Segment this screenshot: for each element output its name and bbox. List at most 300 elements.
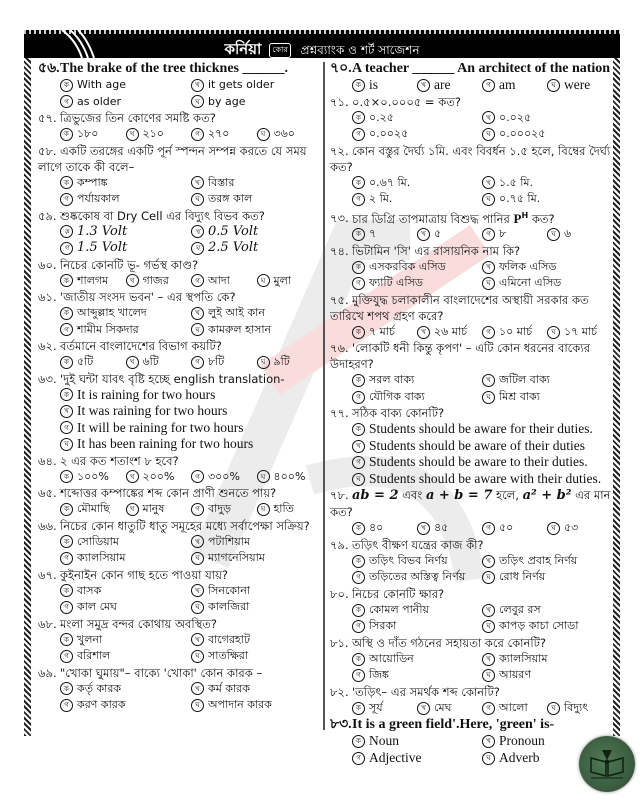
option-text: ৪০ bbox=[369, 521, 384, 535]
option-item bbox=[60, 583, 191, 600]
question-number: ৭৭. bbox=[330, 406, 349, 421]
option-marker-icon: খ bbox=[482, 555, 495, 568]
option-item bbox=[60, 681, 191, 698]
question-text bbox=[38, 257, 322, 273]
option-item bbox=[60, 387, 322, 404]
ph-superscript: H bbox=[521, 210, 529, 220]
header-title bbox=[24, 38, 620, 58]
option-marker-icon: গ bbox=[352, 571, 365, 584]
option-marker-icon: ঘ bbox=[482, 277, 495, 290]
option-text: ক্যালসিয়াম bbox=[77, 551, 126, 564]
option-item bbox=[126, 501, 192, 518]
option-marker-icon: ক bbox=[352, 423, 365, 436]
options-list bbox=[330, 700, 612, 717]
option-marker-icon: গ bbox=[352, 193, 365, 206]
question-text bbox=[330, 487, 612, 520]
question-block bbox=[38, 257, 322, 290]
question-stem: The brake of the tree thicknes ______. bbox=[60, 61, 288, 76]
option-marker-icon: খ bbox=[126, 356, 139, 369]
option-marker-icon: খ bbox=[191, 584, 204, 597]
option-item bbox=[257, 354, 323, 371]
option-item bbox=[352, 700, 417, 717]
question-block bbox=[330, 537, 612, 586]
option-item bbox=[191, 697, 322, 714]
option-item bbox=[60, 77, 191, 94]
option-marker-icon: ক bbox=[352, 604, 365, 617]
option-item bbox=[482, 618, 612, 635]
option-text: Pronoun bbox=[499, 733, 545, 749]
option-text: মুলা bbox=[273, 273, 291, 287]
option-item bbox=[352, 520, 417, 537]
question-stem: 'দুই ঘন্টা যাবৎ বৃষ্টি হচ্ছে english translation- bbox=[60, 371, 285, 386]
option-marker-icon: গ bbox=[191, 503, 204, 516]
option-marker-icon: ঘ bbox=[482, 620, 495, 633]
question-block bbox=[330, 143, 612, 208]
option-text: সিরকা bbox=[369, 619, 397, 633]
option-text: ১৮০ bbox=[77, 127, 99, 140]
option-text: ৪০০% bbox=[273, 469, 306, 483]
option-marker-icon: গ bbox=[60, 552, 73, 565]
option-marker-icon: খ bbox=[417, 79, 430, 92]
option-marker-icon: ঘ bbox=[547, 522, 560, 535]
option-marker-icon: ক bbox=[60, 128, 73, 141]
option-item bbox=[352, 110, 482, 127]
option-text: is bbox=[369, 77, 379, 92]
question-stem: নিচের কোন ধাতুটি ধাতু সমূহের মধ্যে সর্বাপেক্ষা সক্রিয়? bbox=[60, 518, 310, 533]
option-marker-icon: ঘ bbox=[257, 274, 270, 287]
question-number: ৫৮. bbox=[38, 143, 57, 158]
option-text: কামরুল হাসান bbox=[208, 322, 272, 336]
option-text: করণ কারক bbox=[77, 698, 126, 711]
question-text bbox=[330, 537, 612, 553]
option-text: ফলিক এসিড bbox=[499, 259, 557, 273]
question-text bbox=[38, 453, 322, 469]
question-block bbox=[38, 143, 322, 208]
option-item bbox=[60, 354, 126, 371]
option-item bbox=[482, 651, 612, 668]
option-text: Noun bbox=[369, 733, 399, 749]
option-text: এসকরবিক এসিড bbox=[369, 259, 446, 273]
question-number: ৭২. bbox=[330, 143, 349, 158]
option-text: It has been raining for two hours bbox=[77, 436, 254, 451]
question-text bbox=[38, 371, 322, 387]
option-text: ২১০ bbox=[142, 127, 164, 140]
question-block bbox=[38, 289, 322, 338]
options-list bbox=[38, 305, 322, 338]
option-text: গাজর bbox=[142, 273, 169, 287]
option-marker-icon: ক bbox=[352, 176, 365, 189]
option-marker-icon: ঘ bbox=[482, 391, 495, 404]
question-text bbox=[330, 243, 612, 259]
options-list bbox=[330, 651, 612, 684]
option-marker-icon: ঘ bbox=[482, 669, 495, 682]
option-item bbox=[191, 126, 257, 143]
option-text: আয়রণ bbox=[499, 668, 532, 682]
option-marker-icon: খ bbox=[191, 633, 204, 646]
question-text bbox=[330, 60, 612, 77]
option-item bbox=[417, 77, 482, 94]
option-marker-icon: ঘ bbox=[191, 699, 204, 712]
option-item bbox=[191, 469, 257, 486]
option-text: যৌগিক বাক্য bbox=[369, 389, 425, 403]
question-text bbox=[330, 405, 612, 421]
option-marker-icon: গ bbox=[352, 456, 365, 469]
option-text: বাগেরহাট bbox=[208, 632, 250, 646]
question-block bbox=[38, 338, 322, 371]
option-text: আদা bbox=[208, 273, 230, 287]
option-marker-icon: ক bbox=[60, 470, 73, 483]
question-block bbox=[330, 243, 612, 292]
math-expression: ab = 2 bbox=[352, 488, 399, 504]
option-item bbox=[60, 534, 191, 551]
option-item bbox=[482, 324, 547, 341]
option-text: খুলনা bbox=[77, 632, 103, 646]
question-block bbox=[330, 716, 612, 766]
option-marker-icon: ক bbox=[60, 633, 73, 646]
option-marker-icon: গ bbox=[482, 228, 495, 241]
option-text: লুই আই কান bbox=[208, 306, 265, 319]
option-item bbox=[191, 534, 322, 551]
option-text: 1.3 Volt bbox=[77, 223, 128, 239]
option-text: বিদ্যুৎ bbox=[564, 700, 589, 714]
question-stem: মুক্তিযুদ্ধ চলাকালীন বাংলাদেশের অস্থায়ী সরকার কত তারিখে শপথ গ্রহণ করে? bbox=[330, 292, 589, 323]
option-marker-icon: খ bbox=[417, 326, 430, 339]
option-marker-icon: ঘ bbox=[547, 326, 560, 339]
option-marker-icon: গ bbox=[352, 128, 365, 141]
option-item bbox=[482, 191, 612, 208]
question-stem: শুষ্ককোষ বা Dry Cell এর বিদ্যুৎ বিভব কত? bbox=[60, 208, 265, 223]
question-stem: "খোকা ঘুমায়"– বাক্যে 'খোকা' কোন কারক – bbox=[60, 665, 263, 680]
option-text: মেঘ bbox=[434, 700, 452, 714]
option-marker-icon: ঘ bbox=[257, 470, 270, 483]
question-text bbox=[38, 143, 322, 175]
option-text: পর্যায়কাল bbox=[77, 192, 120, 205]
options-list bbox=[330, 110, 612, 143]
option-item bbox=[60, 403, 322, 420]
option-marker-icon: গ bbox=[60, 421, 73, 434]
options-list bbox=[38, 354, 322, 371]
question-number: ৮২. bbox=[330, 684, 349, 699]
question-block bbox=[330, 487, 612, 537]
option-marker-icon: খ bbox=[482, 653, 495, 666]
option-item bbox=[191, 599, 322, 616]
options-list bbox=[38, 77, 322, 110]
option-marker-icon: ক bbox=[352, 374, 365, 387]
option-text: 1.5 Volt bbox=[77, 240, 128, 255]
option-marker-icon: ক bbox=[352, 111, 365, 124]
option-text: এমিনো এসিড bbox=[499, 276, 562, 290]
option-text: ২০০% bbox=[142, 469, 175, 483]
options-list bbox=[38, 175, 322, 208]
option-item bbox=[60, 501, 126, 518]
option-item bbox=[257, 501, 323, 518]
option-item bbox=[191, 583, 322, 600]
option-marker-icon: ক bbox=[60, 176, 73, 189]
option-text: ফ্যাটি এসিড bbox=[369, 276, 423, 290]
question-block bbox=[330, 586, 612, 635]
option-item bbox=[482, 77, 547, 94]
option-text: ক্যালসিয়াম bbox=[499, 651, 548, 665]
option-item bbox=[257, 469, 323, 486]
option-text: ৭ মার্চ bbox=[369, 324, 395, 338]
option-item bbox=[191, 240, 322, 257]
option-text: Adjective bbox=[369, 749, 422, 765]
option-text: ৩০০% bbox=[208, 469, 240, 483]
option-text: তরঙ্গ কাল bbox=[208, 192, 253, 205]
option-item bbox=[482, 175, 612, 192]
option-item bbox=[417, 520, 482, 537]
option-text: কর্ম কারক bbox=[208, 681, 250, 695]
option-item bbox=[191, 224, 322, 241]
option-text: মৌমাছি bbox=[77, 502, 110, 515]
option-item bbox=[352, 259, 482, 276]
question-number: ৬৩. bbox=[38, 371, 57, 386]
option-marker-icon: খ bbox=[191, 176, 204, 189]
question-text bbox=[38, 518, 322, 534]
option-text: ম্যাগনেসিয়াম bbox=[208, 551, 265, 564]
ph-symbol: P bbox=[513, 210, 522, 226]
options-list bbox=[38, 387, 322, 453]
option-marker-icon: গ bbox=[352, 391, 365, 404]
question-text bbox=[330, 340, 612, 372]
question-stem: সঠিক বাক্য কোনটি? bbox=[352, 406, 445, 421]
option-marker-icon: ঘ bbox=[547, 702, 560, 715]
question-stem: এর মান কত? bbox=[330, 488, 611, 520]
question-block bbox=[330, 208, 612, 243]
question-text bbox=[330, 292, 612, 324]
option-text: ০.২৫ bbox=[369, 110, 394, 124]
option-text: ৬ bbox=[564, 227, 572, 241]
option-text: ১০০% bbox=[77, 469, 109, 483]
options-list bbox=[38, 501, 322, 518]
options-list bbox=[38, 273, 322, 290]
question-text bbox=[330, 716, 612, 733]
option-marker-icon: গ bbox=[191, 470, 204, 483]
page-border-left bbox=[24, 30, 31, 736]
question-text bbox=[38, 338, 322, 354]
option-item bbox=[352, 126, 482, 143]
question-text bbox=[38, 208, 322, 224]
option-item bbox=[352, 372, 482, 389]
option-text: Students should be aware to their duties. bbox=[369, 454, 588, 470]
option-text: It is raining for two hours bbox=[77, 386, 216, 402]
option-text: It was raining for two hours bbox=[77, 403, 228, 418]
option-marker-icon: গ bbox=[352, 669, 365, 682]
question-number: ৭০. bbox=[330, 61, 352, 76]
option-text: ২৭০ bbox=[208, 127, 230, 140]
option-item bbox=[482, 275, 612, 292]
option-marker-icon: ক bbox=[60, 535, 73, 548]
option-item bbox=[352, 618, 482, 635]
option-marker-icon: খ bbox=[191, 79, 204, 92]
option-item bbox=[60, 697, 191, 714]
question-stem: অস্থি ও দাঁত গঠনের সহায়তা করে কোনটি? bbox=[352, 635, 547, 650]
question-block bbox=[38, 518, 322, 567]
option-text: ৫ bbox=[434, 227, 442, 241]
question-stem: ত্রিভুজের তিন কোণের সমষ্টি কত? bbox=[60, 111, 216, 125]
question-stem: নিচের কোনটি ভূ- গর্ভস্থ কাণ্ড? bbox=[60, 257, 199, 272]
question-number: ৬৫. bbox=[38, 486, 57, 500]
option-marker-icon: গ bbox=[482, 326, 495, 339]
question-stem: কোন বস্তুর দৈর্ঘ্য ১মি. এবং বিবর্ধন ১.৫ হলে, বিম্বের দৈর্ঘ্য কত? bbox=[330, 143, 611, 174]
option-marker-icon: ক bbox=[352, 702, 365, 715]
option-text: বাদুড় bbox=[208, 502, 231, 515]
option-text: মানুষ bbox=[142, 502, 165, 515]
column-divider bbox=[323, 62, 325, 730]
option-marker-icon: ক bbox=[352, 326, 365, 339]
option-marker-icon: ক bbox=[352, 735, 365, 748]
option-text: Students should be aware of their duties bbox=[369, 437, 585, 453]
option-marker-icon: ঘ bbox=[191, 601, 204, 614]
option-item bbox=[60, 436, 322, 453]
question-stem: এবং bbox=[402, 488, 423, 503]
option-text: ৫৩ bbox=[564, 521, 579, 535]
option-marker-icon: খ bbox=[417, 702, 430, 715]
option-item bbox=[60, 632, 191, 649]
option-marker-icon: খ bbox=[482, 735, 495, 748]
question-number: ৬১. bbox=[38, 290, 57, 304]
option-item bbox=[482, 700, 547, 717]
option-text: Adverb bbox=[499, 749, 540, 765]
option-item bbox=[482, 520, 547, 537]
options-list bbox=[38, 632, 322, 665]
option-item bbox=[352, 275, 482, 292]
question-number: ৭১. bbox=[330, 94, 349, 109]
options-list bbox=[330, 259, 612, 292]
question-stem: নিচের কোনটি ক্ষার? bbox=[352, 586, 445, 601]
option-text: ০.০২৫ bbox=[499, 110, 532, 124]
option-item bbox=[547, 226, 612, 243]
question-number: ৭৩. bbox=[330, 211, 349, 226]
question-number: ৬০. bbox=[38, 257, 57, 272]
question-number: ৭৬. bbox=[330, 341, 349, 356]
option-text: সূর্য bbox=[369, 700, 383, 714]
option-text: কাল মেঘ bbox=[77, 600, 117, 613]
option-item bbox=[352, 471, 612, 488]
brand-badge: কোর bbox=[269, 43, 291, 58]
question-block bbox=[330, 405, 612, 487]
options-list bbox=[330, 226, 612, 243]
question-number: ৭৪. bbox=[330, 243, 349, 258]
option-item bbox=[60, 550, 191, 567]
option-item bbox=[257, 126, 323, 143]
option-text: সোডিয়াম bbox=[77, 534, 119, 548]
option-text: ১.৫ মি. bbox=[499, 175, 534, 189]
question-text bbox=[38, 289, 322, 305]
option-text: ৩৬০ bbox=[273, 127, 295, 140]
question-stem: 'তড়িৎ– এর সমর্থক শব্দ কোনটি? bbox=[352, 684, 500, 699]
question-text bbox=[38, 60, 322, 77]
question-number: ৬৭. bbox=[38, 567, 57, 582]
option-item bbox=[191, 191, 322, 208]
option-item bbox=[60, 305, 191, 322]
option-item bbox=[352, 569, 482, 586]
option-text: মিশ্র বাক্য bbox=[499, 389, 540, 403]
option-item bbox=[191, 175, 322, 192]
option-text: কালজিরা bbox=[208, 600, 250, 613]
math-expression: a + b = 7 bbox=[425, 488, 493, 504]
option-item bbox=[482, 553, 612, 570]
option-text: কাপড় কাচা সোডা bbox=[499, 619, 579, 633]
option-item bbox=[60, 240, 191, 257]
option-item bbox=[60, 175, 191, 192]
options-list bbox=[330, 372, 612, 405]
option-marker-icon: ঘ bbox=[191, 242, 204, 255]
option-text: ২ মি. bbox=[369, 192, 393, 205]
option-marker-icon: ক bbox=[352, 522, 365, 535]
question-number: ৭৫. bbox=[330, 292, 349, 307]
options-list bbox=[38, 681, 322, 714]
question-stem: মংলা সমুদ্র বন্দর কোথায় অবস্থিত? bbox=[60, 616, 218, 631]
option-marker-icon: খ bbox=[417, 522, 430, 535]
option-item bbox=[547, 700, 612, 717]
option-item bbox=[352, 651, 482, 668]
option-marker-icon: গ bbox=[191, 356, 204, 369]
option-text: আব্দুল্লাহ খালেদ bbox=[77, 306, 147, 319]
question-block bbox=[38, 567, 322, 616]
option-item bbox=[352, 191, 482, 208]
option-text: With age bbox=[77, 78, 126, 91]
option-marker-icon: ক bbox=[60, 356, 73, 369]
option-item bbox=[60, 420, 322, 437]
question-number: ৬৪. bbox=[38, 453, 57, 468]
option-item bbox=[60, 599, 191, 616]
option-item bbox=[482, 372, 612, 389]
option-item bbox=[60, 469, 126, 486]
option-marker-icon: গ bbox=[352, 277, 365, 290]
options-list bbox=[330, 175, 612, 208]
option-text: বরিশাল bbox=[77, 649, 111, 662]
page-border-right bbox=[613, 30, 620, 736]
option-item bbox=[547, 324, 612, 341]
option-item bbox=[352, 667, 482, 684]
option-text: ১৭ মার্চ bbox=[564, 324, 598, 338]
option-marker-icon: গ bbox=[352, 752, 365, 765]
option-item bbox=[126, 469, 192, 486]
option-marker-icon: ক bbox=[60, 79, 73, 92]
option-text: হাতি bbox=[273, 502, 294, 515]
option-text: 0.5 Volt bbox=[208, 223, 259, 239]
option-marker-icon: ক bbox=[60, 503, 73, 516]
option-text: ১০ মার্চ bbox=[499, 324, 533, 338]
option-item bbox=[191, 322, 322, 339]
option-text: ২৬ মার্চ bbox=[434, 324, 468, 338]
question-text bbox=[330, 635, 612, 651]
option-text: তড়িৎ প্রবাহ নির্ণয় bbox=[499, 553, 578, 567]
question-stem: চার ডিগ্রি তাপমাত্রায় বিশুদ্ধ পানির bbox=[352, 211, 510, 226]
option-item bbox=[191, 77, 322, 94]
header-subtitle: প্রশ্নব্যাংক ও শর্ট সাজেশন bbox=[300, 43, 420, 57]
option-text: পটাশিয়াম bbox=[208, 534, 251, 548]
question-stem: কত? bbox=[531, 211, 555, 226]
question-stem: A teacher ______ An architect of the nation bbox=[352, 61, 611, 76]
option-marker-icon: ঘ bbox=[482, 571, 495, 584]
option-item bbox=[60, 191, 191, 208]
option-text: রোধ নির্ণয় bbox=[499, 570, 546, 584]
option-text: জটিল বাক্য bbox=[499, 373, 550, 387]
option-text: তড়িৎ বিভব নির্ণয় bbox=[369, 553, 448, 567]
option-marker-icon: গ bbox=[60, 242, 73, 255]
option-marker-icon: ক bbox=[352, 228, 365, 241]
question-stem: 'লোকটি ধনী কিন্তু কৃপণ' – এটি কোন ধরনের বাক্যের উদাহরণ? bbox=[330, 341, 591, 372]
option-marker-icon: গ bbox=[191, 128, 204, 141]
option-marker-icon: গ bbox=[60, 601, 73, 614]
option-text: ০.০০০২৫ bbox=[499, 127, 546, 140]
option-marker-icon: ঘ bbox=[482, 193, 495, 206]
option-item bbox=[417, 324, 482, 341]
option-marker-icon: ক bbox=[352, 653, 365, 666]
option-marker-icon: খ bbox=[482, 176, 495, 189]
